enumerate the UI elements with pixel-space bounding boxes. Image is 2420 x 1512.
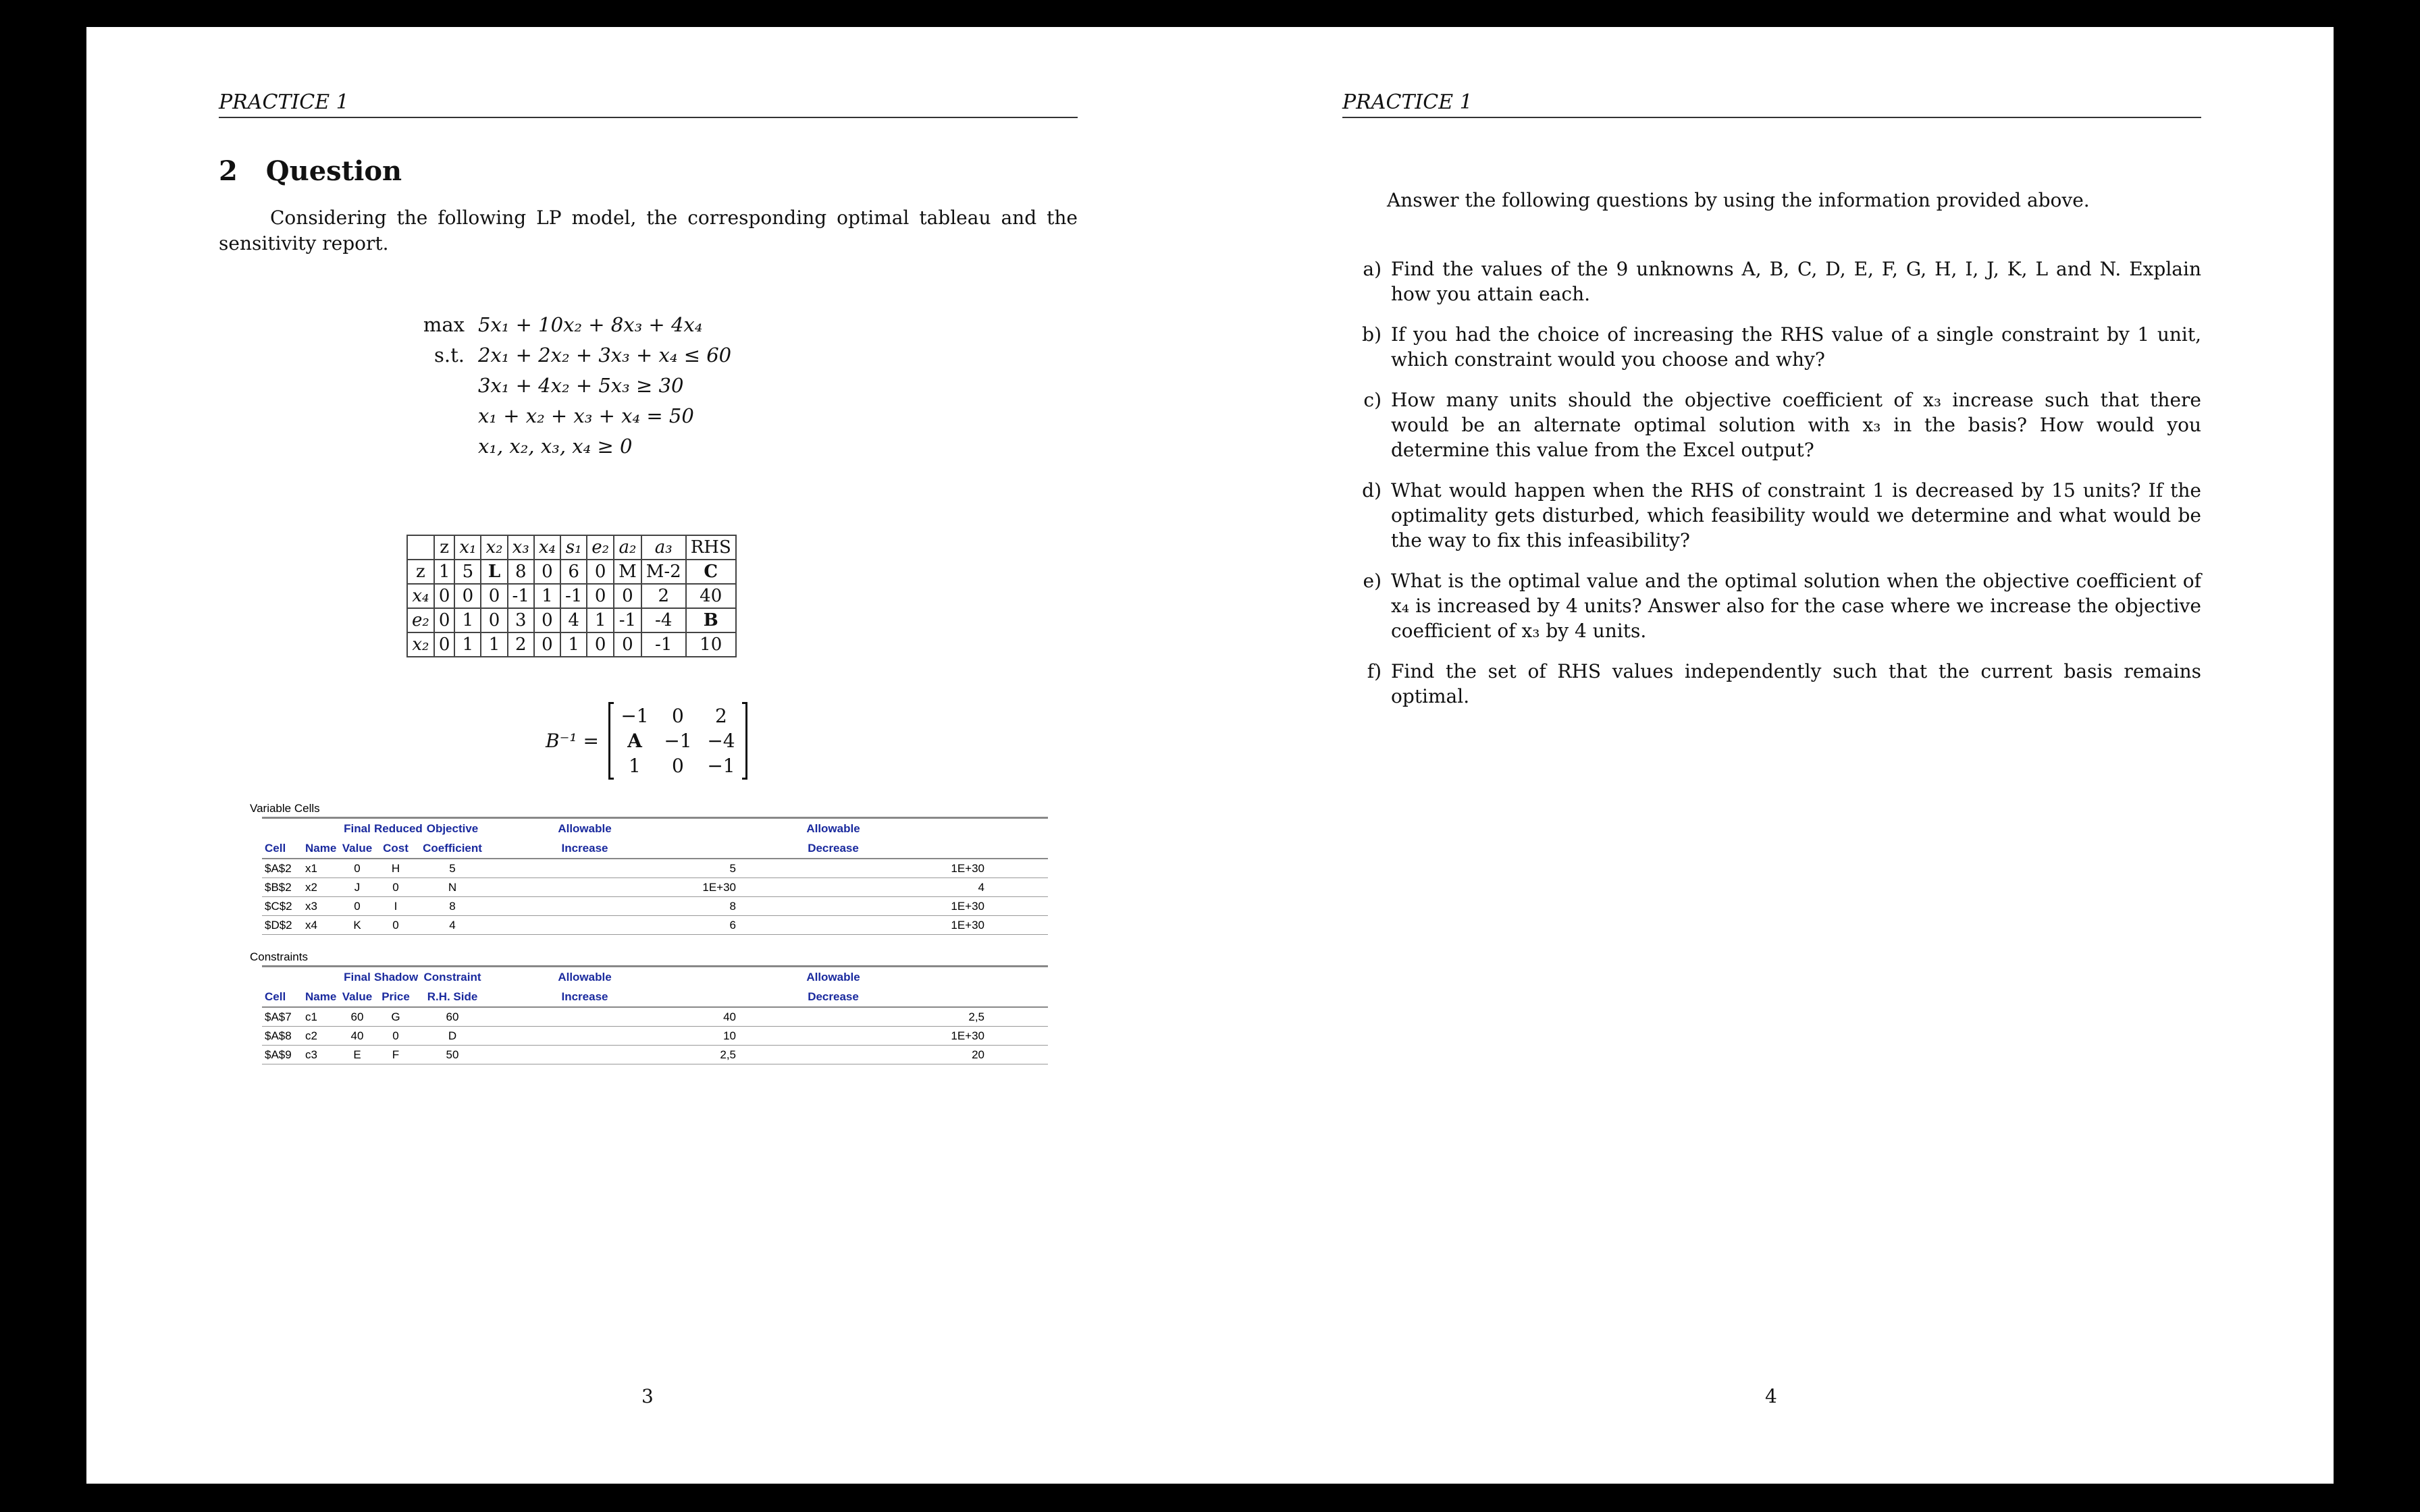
- report-cell: 60: [446, 1010, 459, 1023]
- report-cell: F: [392, 1048, 400, 1061]
- section-number: 2: [219, 155, 238, 187]
- report-header-cell: Decrease: [808, 842, 859, 855]
- matrix-entry: −1: [664, 730, 692, 752]
- model-row: 3x₁ + 4x₂ + 5x₃ ≥ 30: [478, 374, 684, 397]
- report-header-cell: Allowable: [558, 971, 612, 983]
- report-cell: 10: [723, 1029, 736, 1042]
- question-list: [1342, 256, 2201, 724]
- report-cell: $C$2: [265, 900, 292, 913]
- tableau-cell: 0: [454, 584, 481, 608]
- matrix-entry: 0: [672, 705, 684, 727]
- question-item: [1342, 659, 2201, 709]
- tableau-cell: e₂: [407, 608, 434, 632]
- matrix-entry: 1: [629, 755, 641, 777]
- question-item: [1342, 387, 2201, 462]
- report-cell: c3: [305, 1048, 317, 1061]
- report-cell: 0: [354, 900, 361, 913]
- report-title: Constraints: [250, 950, 308, 963]
- tableau-cell: M: [614, 560, 641, 584]
- report-row: [262, 1006, 1048, 1027]
- tableau-cell: 1: [454, 608, 481, 632]
- tableau-row: [407, 632, 736, 657]
- report-cell: K: [353, 919, 361, 932]
- report-row: [262, 1027, 1048, 1046]
- report-header-cell: Final: [344, 971, 371, 983]
- report-cell: 60: [350, 1010, 364, 1023]
- b-inverse-label: B⁻¹ =: [546, 730, 599, 752]
- tableau-cell: 5: [454, 560, 481, 584]
- tableau-row: [407, 535, 736, 560]
- questions-intro: Answer the following questions by using the information provided above.: [1387, 189, 2090, 211]
- tableau-cell: -1: [614, 608, 641, 632]
- matrix-bracket: [608, 702, 747, 780]
- tableau-cell: [407, 535, 434, 560]
- tableau-cell: x₄: [407, 584, 434, 608]
- tableau-cell: -1: [508, 584, 534, 608]
- matrix-entry: 0: [672, 755, 684, 777]
- matrix-entry: A: [627, 730, 642, 752]
- tableau-row: [407, 560, 736, 584]
- tableau-cell: 8: [508, 560, 534, 584]
- report-cell: 40: [350, 1029, 364, 1042]
- report-cell: E: [353, 1048, 361, 1061]
- report-header-row: [262, 838, 1048, 858]
- report-cell: 0: [392, 881, 399, 894]
- report-header-cell: Decrease: [808, 990, 859, 1003]
- report-header-cell: Constraint: [423, 971, 481, 983]
- report-header-cell: Increase: [561, 990, 608, 1003]
- tableau-cell: 1: [481, 632, 507, 657]
- report-cell: N: [448, 881, 457, 894]
- question-text: Find the values of the 9 unknowns A, B, C, D, E, F, G, H, I, J, K, L and N. Explain how you attain each.: [1391, 258, 2201, 305]
- report-cell: 1E+30: [951, 919, 984, 932]
- report-header-cell: [262, 967, 305, 987]
- report-row: [262, 897, 1048, 916]
- tableau-cell: s₁: [560, 535, 587, 560]
- tableau-cell: 6: [560, 560, 587, 584]
- report-header-cell: Final: [344, 822, 371, 835]
- tableau-row: [407, 584, 736, 608]
- report-grid: [262, 965, 1048, 1064]
- model-row: s.t. 2x₁ + 2x₂ + 3x₃ + x₄ ≤ 60: [434, 344, 732, 367]
- question-label: c): [1363, 389, 1382, 411]
- tableau-cell: x₃: [508, 535, 534, 560]
- running-head: PRACTICE 1: [219, 90, 1078, 118]
- tableau-cell: 1: [454, 632, 481, 657]
- report-cell: 2,5: [720, 1048, 736, 1061]
- tableau-cell: 0: [534, 632, 560, 657]
- report-cell: I: [394, 900, 398, 913]
- tableau-cell: 0: [587, 632, 614, 657]
- report-header-cell: Price: [382, 990, 410, 1003]
- report-row: [262, 878, 1048, 897]
- tableau-cell: -1: [641, 632, 686, 657]
- report-header-row: [262, 967, 1048, 987]
- report-header-cell: R.H. Side: [427, 990, 478, 1003]
- report-header-cell: Name: [305, 842, 337, 855]
- report-cell: x1: [305, 862, 317, 875]
- report-cell: D: [448, 1029, 457, 1042]
- constraints-report: [248, 949, 1048, 1064]
- report-cell: $B$2: [265, 881, 292, 894]
- report-header-cell: Allowable: [806, 971, 860, 983]
- report-header-cell: [305, 967, 340, 987]
- report-cell: $A$7: [265, 1010, 292, 1023]
- report-title: Variable Cells: [250, 802, 320, 815]
- tableau-cell: 0: [587, 584, 614, 608]
- tableau-cell: M-2: [641, 560, 686, 584]
- model-row: max 5x₁ + 10x₂ + 8x₃ + 4x₄: [423, 313, 703, 336]
- tableau-cell: 0: [434, 608, 455, 632]
- report-cell: H: [391, 862, 400, 875]
- tableau-cell: a₃: [641, 535, 686, 560]
- report-cell: 0: [392, 919, 399, 932]
- tableau-cell: e₂: [587, 535, 614, 560]
- tableau-cell: 1: [434, 560, 455, 584]
- model-row: x₁, x₂, x₃, x₄ ≥ 0: [478, 435, 633, 458]
- report-cell: 0: [354, 862, 361, 875]
- report-cell: 4: [449, 919, 456, 932]
- report-cell: $A$2: [265, 862, 292, 875]
- tableau-cell: 1: [587, 608, 614, 632]
- report-header-cell: Coefficient: [423, 842, 482, 855]
- question-item: [1342, 322, 2201, 372]
- report-cell: 5: [449, 862, 456, 875]
- running-head: PRACTICE 1: [1342, 90, 2201, 118]
- report-header-cell: Cost: [383, 842, 409, 855]
- tableau-cell: 1: [534, 584, 560, 608]
- tableau-cell: 4: [560, 608, 587, 632]
- optimal-tableau: [406, 535, 737, 657]
- report-cell: 40: [723, 1010, 736, 1023]
- tableau-cell: RHS: [686, 535, 736, 560]
- matrix-entry: −4: [707, 730, 735, 752]
- tableau-cell: 0: [614, 584, 641, 608]
- tableau-cell: 40: [686, 584, 736, 608]
- tableau-cell: z: [434, 535, 455, 560]
- question-label: a): [1363, 258, 1382, 280]
- variable-cells-report: [248, 801, 1048, 935]
- report-cell: 2,5: [968, 1010, 984, 1023]
- report-header-cell: [305, 819, 340, 838]
- tableau-cell: 3: [508, 608, 534, 632]
- tableau-row: [407, 608, 736, 632]
- tableau-cell: z: [407, 560, 434, 584]
- page-number: 3: [641, 1385, 654, 1407]
- b-inverse-matrix: [546, 702, 747, 780]
- tableau-cell: 0: [481, 584, 507, 608]
- report-cell: 1E+30: [702, 881, 736, 894]
- tableau-cell: 2: [641, 584, 686, 608]
- tableau-cell: 0: [587, 560, 614, 584]
- tableau-cell: 0: [434, 584, 455, 608]
- report-cell: 50: [446, 1048, 459, 1061]
- matrix-entry: −1: [707, 755, 735, 777]
- tableau-cell: 2: [508, 632, 534, 657]
- report-cell: G: [391, 1010, 400, 1023]
- report-header-cell: Allowable: [806, 822, 860, 835]
- tableau-cell: L: [481, 560, 507, 584]
- tableau-cell: B: [686, 608, 736, 632]
- report-header-cell: Value: [342, 842, 373, 855]
- report-header-cell: Increase: [561, 842, 608, 855]
- tableau-cell: 0: [614, 632, 641, 657]
- report-header-cell: Reduced: [374, 822, 423, 835]
- tableau-cell: 0: [534, 560, 560, 584]
- question-item: [1342, 256, 2201, 306]
- report-cell: 1E+30: [951, 862, 984, 875]
- question-item: [1342, 568, 2201, 643]
- question-label: d): [1362, 479, 1382, 502]
- report-cell: 8: [449, 900, 456, 913]
- tableau-cell: x₄: [534, 535, 560, 560]
- report-cell: 6: [729, 919, 736, 932]
- report-header-cell: Objective: [426, 822, 479, 835]
- tableau-cell: 10: [686, 632, 736, 657]
- section-title: Question: [265, 155, 402, 187]
- tableau-cell: a₂: [614, 535, 641, 560]
- report-cell: 1E+30: [951, 900, 984, 913]
- report-cell: c2: [305, 1029, 317, 1042]
- tableau-cell: 1: [560, 632, 587, 657]
- report-header-cell: Allowable: [558, 822, 612, 835]
- tableau-cell: x₂: [481, 535, 507, 560]
- report-cell: $D$2: [265, 919, 292, 932]
- report-header-cell: [262, 819, 305, 838]
- matrix-entry: −1: [621, 705, 649, 727]
- report-cell: 1E+30: [951, 1029, 984, 1042]
- report-cell: c1: [305, 1010, 317, 1023]
- report-cell: x4: [305, 919, 317, 932]
- question-text: If you had the choice of increasing the RHS value of a single constraint by 1 unit, which constraint would you choose and why?: [1391, 323, 2201, 371]
- tableau-cell: 0: [481, 608, 507, 632]
- question-label: e): [1363, 570, 1382, 592]
- report-header-cell: Name: [305, 990, 337, 1003]
- question-label: f): [1367, 660, 1382, 682]
- report-header-cell: Cell: [265, 990, 286, 1003]
- report-cell: 5: [729, 862, 736, 875]
- report-cell: $A$9: [265, 1048, 292, 1061]
- question-label: b): [1362, 323, 1382, 346]
- model-row: x₁ + x₂ + x₃ + x₄ = 50: [478, 404, 694, 427]
- report-cell: x3: [305, 900, 317, 913]
- question-text: What would happen when the RHS of constraint 1 is decreased by 15 units? If the optimality gets disturbed, which feasibility would we determine and what would be the way to fix this infeasibility?: [1391, 479, 2201, 551]
- report-row: [262, 1046, 1048, 1064]
- intro-paragraph: Considering the following LP model, the corresponding optimal tableau and the sensitivity report.: [219, 207, 1078, 254]
- report-cell: 0: [392, 1029, 399, 1042]
- question-text: Find the set of RHS values independently such that the current basis remains optimal.: [1391, 660, 2201, 707]
- report-header-row: [262, 819, 1048, 838]
- report-cell: $A$8: [265, 1029, 292, 1042]
- page-number: 4: [1765, 1385, 1777, 1407]
- question-text: What is the optimal value and the optimal solution when the objective coefficient of x₄ is increased by 4 units? Answer also for the case where we increase the objective coefficient of x₃ by 4 units.: [1391, 570, 2201, 642]
- report-header-cell: Cell: [265, 842, 286, 855]
- right-page: [1124, 27, 2334, 1484]
- report-header-cell: Value: [342, 990, 373, 1003]
- tableau-cell: -4: [641, 608, 686, 632]
- matrix-entry: 2: [715, 705, 727, 727]
- tableau-cell: 0: [534, 608, 560, 632]
- report-header-row: [262, 987, 1048, 1006]
- tableau-cell: x₁: [454, 535, 481, 560]
- report-header-cell: Shadow: [374, 971, 419, 983]
- tableau-cell: C: [686, 560, 736, 584]
- tableau-cell: -1: [560, 584, 587, 608]
- section-heading: [219, 155, 402, 187]
- report-row: [262, 916, 1048, 935]
- tableau-cell: x₂: [407, 632, 434, 657]
- report-cell: 8: [729, 900, 736, 913]
- report-cell: J: [354, 881, 361, 894]
- lp-model: [404, 313, 731, 465]
- left-page: [86, 27, 1210, 1484]
- tableau-cell: 0: [434, 632, 455, 657]
- report-grid: [262, 817, 1048, 935]
- question-item: [1342, 478, 2201, 553]
- report-row: [262, 858, 1048, 878]
- report-cell: 4: [978, 881, 984, 894]
- report-cell: 20: [972, 1048, 984, 1061]
- report-cell: x2: [305, 881, 317, 894]
- question-text: How many units should the objective coefficient of x₃ increase such that there would be an alternate optimal solution with x₃ in the basis? How would you determine this value from the Excel output?: [1391, 389, 2201, 461]
